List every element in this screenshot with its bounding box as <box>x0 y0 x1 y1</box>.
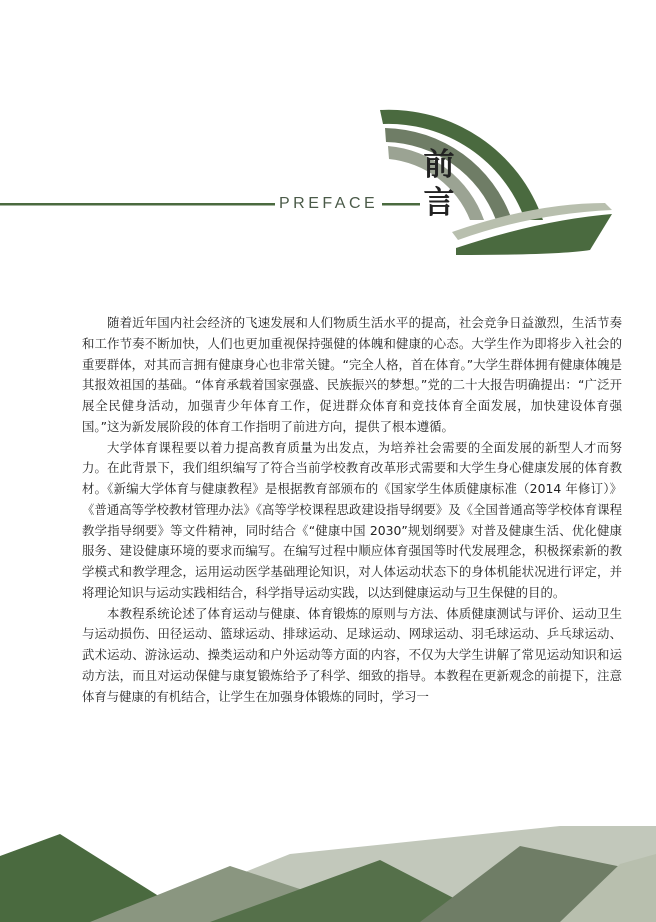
header-decoration <box>0 0 656 290</box>
page-title-english: PREFACE <box>275 195 382 213</box>
page-title-chinese <box>422 146 456 222</box>
title-char-2: 言 <box>423 185 455 221</box>
paragraph-1: 随着近年国内社会经济的飞速发展和人们物质生活水平的提高，社会竞争日益激烈，生活节奏和工作节奏不断加快，人们也更加重视保持强健的体魄和健康的心态。大学生作为即将步入社会的重要群体，对其而言拥有健康身心也非常关键。“完全人格，首在体育。”大学生群体拥有健康体魄是其报效祖国的基础。“体育承载着国家强盛、民族振兴的梦想。”党的二十大报告明确提出：“广泛开展全民健身活动，加强青少年体育工作，促进群众体育和竞技体育全面发展，加快建设体育强国。”这为新发展阶段的体育工作指明了前进方向，提供了根本遵循。 <box>82 315 622 434</box>
footer-decoration <box>0 826 656 922</box>
paragraph-2: 大学体育课程要以着力提高教育质量为出发点，为培养社会需要的全面发展的新型人才而努力。在此背景下，我们组织编写了符合当前学校教育改革形式需要和大学生身心健康发展的体育教材。《新编大学体育与健康教程》是根据教育部颁布的《国家学生体质健康标准（2014 年修订）》《普通高等学校教材管理办法》《高等学校课程思政建设指导纲要》及《全国普通高等学校体育课程教学指导纲要》等文件精神，同时结合《“健康中国 2030”规划纲要》对普及健康生活、优化健康服务、建设健康环境的要求而编写。在编写过程中顺应体育强国等时代发展理念，积极探索新的教学模式和教学理念，运用运动医学基础理论知识，对人体运动状态下的身体机能状况进行评定，并将理论知识与运动实践相结合，科学指导运动实践，以达到健康运动与卫生保健的目的。 <box>82 439 622 600</box>
title-char-1: 前 <box>423 147 455 183</box>
preface-body <box>82 313 622 707</box>
swoosh-dark <box>456 214 612 255</box>
paragraph-3: 本教程系统论述了体育运动与健康、体育锻炼的原则与方法、体质健康测试与评价、运动卫生与运动损伤、田径运动、篮球运动、排球运动、足球运动、网球运动、羽毛球运动、乒乓球运动、武术运动、游泳运动、操类运动和户外运动等方面的内容，不仅为大学生讲解了常见运动知识和运动方法，而且对运动保健与康复锻炼给予了科学、细致的指导。本教程在更新观念的前提下，注意体育与健康的有机结合，让学生在加强身体锻炼的同时，学习一 <box>82 605 622 704</box>
